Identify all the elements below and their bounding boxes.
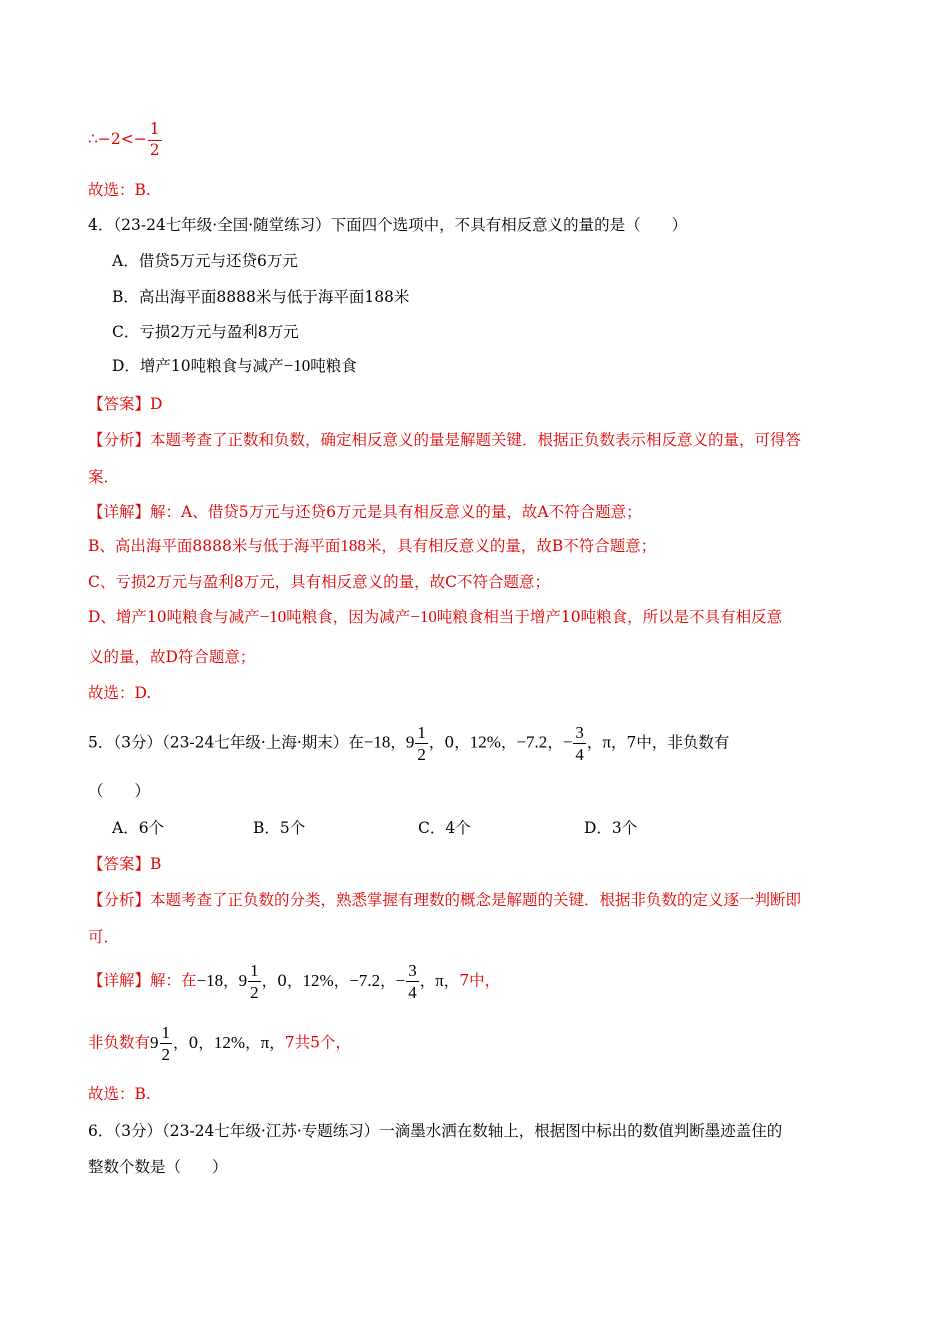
q4-option-d-number: −10 <box>283 356 311 375</box>
analysis-tag: 【分析】 <box>88 891 151 909</box>
detail-number: 188 <box>340 536 366 555</box>
q5-option-a: A．6个 <box>112 819 165 837</box>
q4-option-d <box>112 356 357 376</box>
fraction-numerator: 3 <box>575 723 584 742</box>
fraction-numerator: 3 <box>408 961 417 980</box>
fraction-numerator: 1 <box>417 723 426 742</box>
detail-number: −7.2 <box>349 970 381 990</box>
fraction-half <box>148 122 162 158</box>
q4-detail-line3: C、亏损2万元与盈利8万元，具有相反意义的量，故C不符合题意； <box>88 573 550 591</box>
q5-stem-text: 7中，非负数有 <box>626 733 730 752</box>
q4-select: 故选：D. <box>88 684 152 702</box>
q5-detail-line1: 【详解】解：在−18，9 $\frac{1}{2}$ ，0，12%，−7.2，− $\frac{3}{4}$ ，π，7中， <box>88 961 501 1002</box>
detail-number: 0 <box>188 1033 199 1052</box>
q5-number: − <box>562 732 573 752</box>
fraction-numerator: 1 <box>161 1023 171 1042</box>
detail-fraction <box>248 962 261 1001</box>
q5-option-b: B．5个 <box>253 819 306 837</box>
fraction-numerator: 1 <box>250 961 259 980</box>
detail-number: π <box>435 970 444 990</box>
q4-option-a: A．借贷5万元与还贷6万元 <box>112 252 298 270</box>
q5-number: −18 <box>363 732 391 752</box>
detail-number: 0 <box>277 971 288 990</box>
fraction-denominator: 2 <box>161 1045 171 1064</box>
q4-option-b: B．高出海平面8888米与低于海平面188米 <box>112 288 410 306</box>
fraction-denominator: 4 <box>575 745 584 764</box>
q5-number: 12% <box>469 732 501 752</box>
detail-text: 解：在 <box>150 971 197 990</box>
detail-number: −10 <box>259 607 287 626</box>
q5-number: 9 <box>405 732 415 752</box>
analysis-tag: 【分析】 <box>88 431 151 449</box>
q4-detail-line4 <box>88 607 782 627</box>
q5-number: 0 <box>444 733 455 752</box>
conclusion-prefix: ∴−2<− <box>88 130 147 148</box>
detail-text: 吨粮食，因为减产 <box>286 608 411 626</box>
q5-answer: 【答案】B <box>88 855 162 873</box>
q5-option-d: D．3个 <box>584 819 638 837</box>
detail-number: −18 <box>196 970 224 990</box>
detail-text: 解：A、借贷5万元与还贷6万元是具有相反意义的量，故A不符合题意； <box>150 503 642 521</box>
q4-stem: 4．（23-24七年级·全国·随堂练习）下面四个选项中，不具有相反意义的量的是（ ） <box>88 216 688 234</box>
q4-detail-line2 <box>88 536 656 556</box>
q6-stem-line1: 6．（3分）（23-24七年级·江苏·专题练习）一滴墨水洒在数轴上，根据图中标出的数值判断墨迹盖住的 <box>88 1122 783 1140</box>
q4-analysis-line2: 案． <box>88 468 120 486</box>
detail-number: 12% <box>302 970 334 990</box>
detail-text: B、高出海平面8888米与低于海平面 <box>88 537 341 555</box>
detail-tag: 【详解】 <box>88 971 151 990</box>
detail-text: 7中， <box>459 971 501 990</box>
conclusion-line <box>88 122 163 158</box>
detail-text: 米，具有相反意义的量，故B不符合题意； <box>365 537 657 555</box>
q5-fraction <box>573 724 586 763</box>
detail-text: D、增产10吨粮食与减产 <box>88 608 260 626</box>
detail-number: −10 <box>410 607 437 626</box>
detail-text: 非负数有 <box>88 1033 151 1052</box>
detail-tag: 【详解】 <box>88 503 151 521</box>
detail-text: 7共5个， <box>284 1033 351 1052</box>
detail-number: π <box>260 1032 270 1052</box>
q4-option-d-text: D．增产10吨粮食与减产 <box>112 357 284 375</box>
q5-option-c: C．4个 <box>418 819 471 837</box>
q6-stem-line2: 整数个数是（ ） <box>88 1158 228 1176</box>
q4-detail-line5: 义的量，故D符合题意； <box>88 648 256 666</box>
analysis-text: 本题考查了正负数的分类，熟悉掌握有理数的概念是解题的关键．根据非负数的定义逐一判断即 <box>150 891 802 909</box>
q5-detail-line2: 非负数有9 $\frac{1}{2}$ ，0，12%，π，7共5个， <box>88 1023 351 1064</box>
q5-analysis-line1 <box>88 890 801 910</box>
q4-answer: 【答案】D <box>88 395 163 413</box>
fraction-denominator: 4 <box>408 983 417 1002</box>
fraction-denominator: 2 <box>417 745 426 764</box>
fraction-numerator: 1 <box>148 122 162 141</box>
q4-analysis-line1 <box>88 430 801 450</box>
q5-number: π <box>602 732 612 752</box>
detail-number: 12% <box>213 1032 246 1052</box>
q4-option-d-unit: 吨粮食 <box>310 357 357 375</box>
fraction-denominator: 2 <box>250 983 259 1002</box>
prev-select: 故选：B. <box>88 181 151 199</box>
q5-number: −7.2 <box>516 732 548 752</box>
q5-paren: （ ） <box>88 782 151 800</box>
q4-option-c: C．亏损2万元与盈利8万元 <box>112 323 299 341</box>
q5-stem: 5．（3分）（23-24七年级·上海·期末）在−18，9 $\frac{1}{2}$ ，0，12%，−7.2，− $\frac{3}{4}$ ，π，7中，非负数有 <box>88 723 730 764</box>
detail-fraction <box>160 1024 173 1063</box>
detail-number: 9 <box>150 1032 159 1052</box>
q5-stem-text: 5．（3分）（23-24七年级·上海·期末）在 <box>88 733 364 752</box>
q5-fraction <box>415 724 428 763</box>
q5-analysis-line2: 可． <box>88 928 120 946</box>
detail-number: − <box>395 970 406 990</box>
detail-number: 9 <box>238 970 248 990</box>
analysis-text: 本题考查了正数和负数，确定相反意义的量是解题关键．根据正负数表示相反意义的量，可得答 <box>150 431 802 449</box>
fraction-denominator: 2 <box>149 140 160 159</box>
detail-fraction <box>406 962 419 1001</box>
q5-select: 故选：B. <box>88 1085 151 1103</box>
detail-text: 吨粮食相当于增产10吨粮食，所以是不具有相反意 <box>436 608 783 626</box>
q4-detail-line1 <box>88 502 642 522</box>
